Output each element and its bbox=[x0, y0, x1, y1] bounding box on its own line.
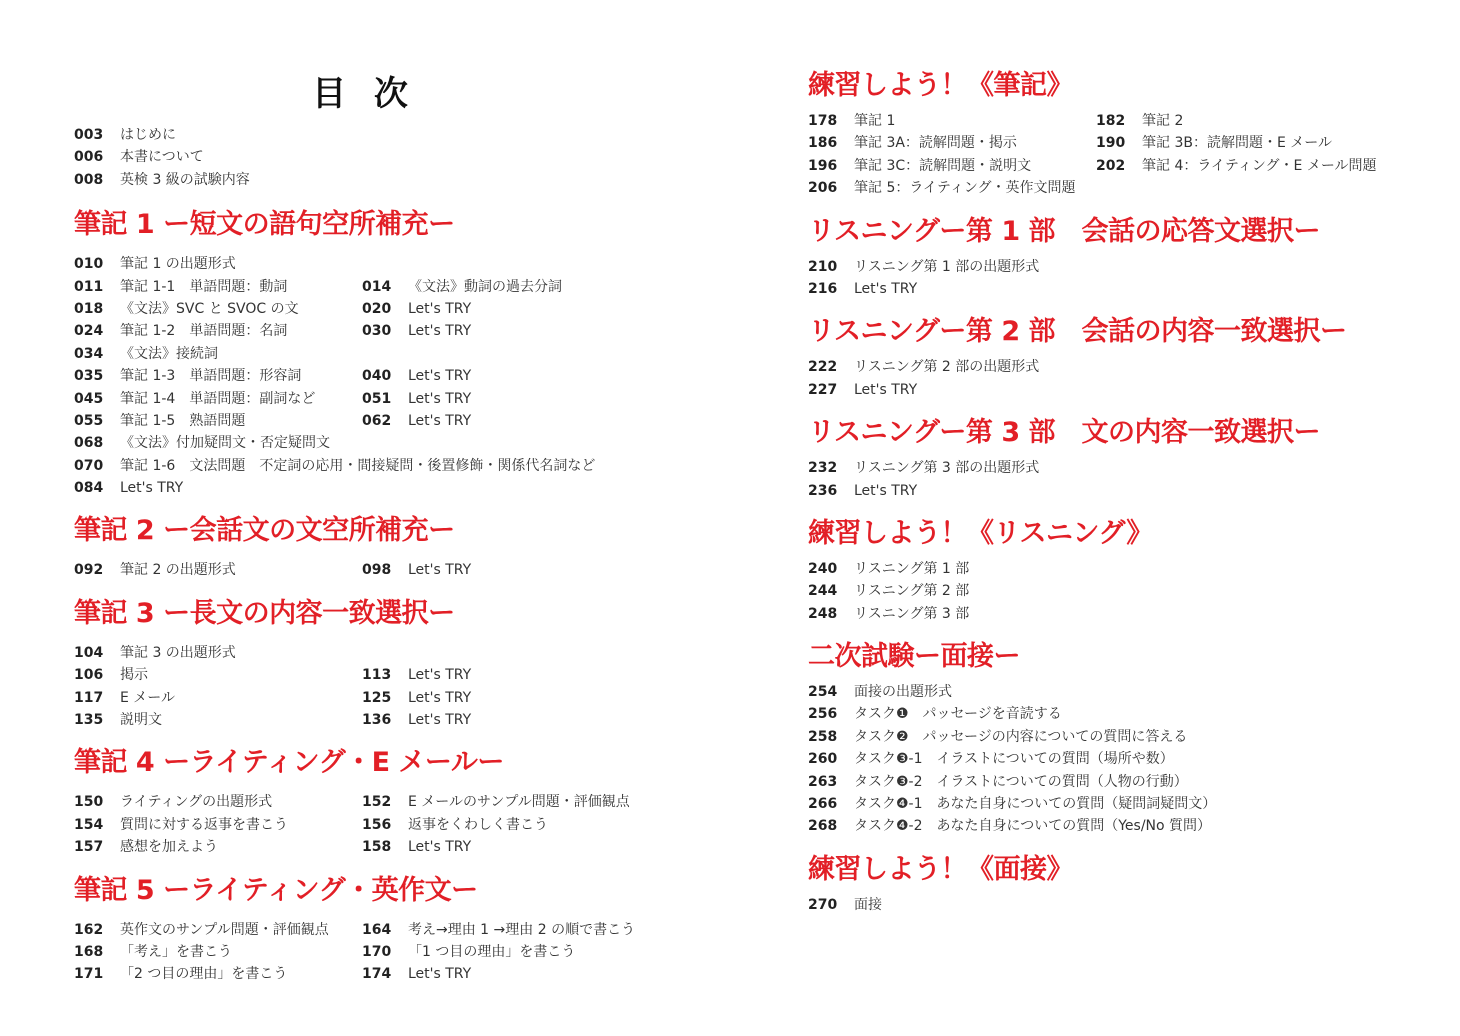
toc-section bbox=[808, 316, 1428, 401]
toc-entry[interactable] bbox=[74, 253, 236, 275]
toc-entry[interactable] bbox=[362, 320, 650, 342]
toc-entry[interactable] bbox=[808, 256, 1039, 278]
toc-entry[interactable] bbox=[74, 146, 204, 168]
page-number: 156 bbox=[362, 816, 392, 833]
toc-row bbox=[74, 664, 714, 686]
toc-entry[interactable] bbox=[362, 919, 650, 941]
toc-section bbox=[74, 209, 714, 499]
toc-entry[interactable] bbox=[74, 709, 362, 731]
page-number: 154 bbox=[74, 816, 104, 833]
toc-row bbox=[74, 432, 714, 454]
entry-title: 筆記 1-6 文法問題 不定詞の応用・間接疑問・後置修飾・関係代名詞など bbox=[120, 457, 596, 474]
page-number: 051 bbox=[362, 390, 392, 407]
entry-title: 筆記 1-5 熟語問題 bbox=[120, 412, 246, 429]
entry-title: 筆記 2 bbox=[1142, 113, 1184, 129]
entry-title: 「2 つ目の理由」を書こう bbox=[120, 966, 288, 983]
page-number: 092 bbox=[74, 562, 104, 579]
toc-row bbox=[808, 726, 1428, 748]
page-number: 196 bbox=[808, 157, 838, 174]
toc-entry[interactable] bbox=[362, 664, 650, 686]
toc-entry[interactable] bbox=[808, 110, 1096, 132]
entry-title: 筆記 1-4 単語問題：副詞など bbox=[120, 390, 316, 407]
toc-entry[interactable] bbox=[362, 709, 650, 731]
toc-row bbox=[808, 132, 1428, 154]
toc-entry[interactable] bbox=[362, 791, 650, 813]
page-number: 263 bbox=[808, 773, 838, 790]
entry-title: Let's TRY bbox=[408, 667, 472, 684]
entry-title: タスク❸-1 イラストについての質問（場所や数） bbox=[854, 751, 1174, 768]
toc-row bbox=[74, 791, 714, 813]
toc-row bbox=[74, 343, 714, 365]
toc-row bbox=[74, 559, 714, 581]
toc-row bbox=[808, 603, 1428, 625]
toc-row bbox=[808, 256, 1428, 278]
toc-entry[interactable] bbox=[362, 276, 650, 298]
toc-entry[interactable] bbox=[362, 388, 650, 410]
page-number: 171 bbox=[74, 966, 104, 983]
toc-entry[interactable] bbox=[74, 814, 362, 836]
left-column bbox=[74, 0, 714, 986]
entry-title: リスニング第 2 部の出題形式 bbox=[854, 359, 1040, 376]
toc-row bbox=[808, 278, 1428, 300]
page-number: 014 bbox=[362, 278, 392, 295]
entry-title: 筆記 3C：読解問題・説明文 bbox=[854, 157, 1032, 174]
toc-row bbox=[808, 681, 1428, 703]
toc-entry[interactable] bbox=[808, 177, 1076, 199]
toc-entry[interactable] bbox=[74, 919, 362, 941]
toc-row bbox=[74, 365, 714, 387]
toc-section bbox=[808, 854, 1428, 916]
toc-row bbox=[74, 836, 714, 858]
toc-entry[interactable] bbox=[74, 559, 362, 581]
entry-title: 筆記 1-1 単語問題：動詞 bbox=[120, 278, 288, 295]
toc-entry[interactable] bbox=[74, 687, 362, 709]
page-number: 186 bbox=[808, 135, 838, 152]
page-number: 222 bbox=[808, 359, 838, 376]
toc-entry[interactable] bbox=[808, 603, 969, 625]
entry-title: 本書について bbox=[120, 149, 204, 166]
page-number: 232 bbox=[808, 460, 838, 477]
page-number: 068 bbox=[74, 435, 104, 452]
toc-row bbox=[74, 410, 714, 432]
entry-title: 英作文のサンプル問題・評価観点 bbox=[120, 921, 329, 938]
page-number: 084 bbox=[74, 480, 104, 497]
page-number: 244 bbox=[808, 583, 838, 600]
section-heading[interactable]: 筆記 2 ー会話文の文空所補充ー bbox=[74, 515, 455, 547]
toc-entry[interactable] bbox=[362, 836, 650, 858]
toc-section bbox=[808, 417, 1428, 502]
entry-title: 面接の出題形式 bbox=[854, 684, 952, 701]
entry-title: Let's TRY bbox=[408, 300, 472, 317]
page-number: 210 bbox=[808, 258, 838, 275]
toc-entry[interactable] bbox=[808, 356, 1039, 378]
page-number: 182 bbox=[1096, 113, 1126, 129]
entry-title: Let's TRY bbox=[854, 482, 918, 499]
page-number: 227 bbox=[808, 381, 838, 398]
page-number: 268 bbox=[808, 818, 838, 835]
entry-title: 筆記 5：ライティング・英作文問題 bbox=[854, 180, 1076, 197]
toc-entry[interactable] bbox=[74, 298, 362, 320]
entry-title: 返事をくわしく書こう bbox=[408, 816, 548, 833]
page-number: 164 bbox=[362, 921, 392, 938]
entry-title: 質問に対する返事を書こう bbox=[120, 816, 288, 833]
toc-entry[interactable] bbox=[808, 155, 1096, 177]
right-sections bbox=[808, 70, 1428, 916]
page-number: 190 bbox=[1096, 135, 1126, 152]
toc-row bbox=[74, 455, 714, 477]
section-heading[interactable]: 筆記 3 ー長文の内容一致選択ー bbox=[74, 597, 455, 629]
toc-entry[interactable] bbox=[74, 836, 362, 858]
toc-entry[interactable] bbox=[74, 432, 330, 454]
toc-row bbox=[74, 941, 714, 963]
entry-title: 面接 bbox=[854, 896, 882, 913]
section-heading[interactable]: リスニングー第 2 部 会話の内容一致選択ー bbox=[808, 316, 1347, 348]
toc-entry[interactable] bbox=[74, 124, 176, 146]
page-number: 008 bbox=[74, 171, 104, 188]
toc-entry[interactable] bbox=[808, 771, 1188, 793]
toc-entry[interactable] bbox=[808, 815, 1211, 837]
entry-title: リスニング第 3 部の出題形式 bbox=[854, 460, 1040, 477]
entry-title: 英検 3 級の試験内容 bbox=[120, 171, 250, 188]
toc-row bbox=[74, 919, 714, 941]
toc-entry[interactable] bbox=[74, 169, 250, 191]
section-heading[interactable]: リスニングー第 3 部 文の内容一致選択ー bbox=[808, 417, 1321, 449]
entry-title: 筆記 1-3 単語問題：形容詞 bbox=[120, 368, 302, 385]
entry-title: 《文法》動詞の過去分詞 bbox=[408, 278, 562, 295]
toc-entry[interactable] bbox=[1096, 132, 1384, 154]
section-heading[interactable]: 二次試験ー面接ー bbox=[808, 641, 1020, 673]
page-number: 150 bbox=[74, 794, 104, 811]
toc-row bbox=[74, 709, 714, 731]
entry-title: 筆記 2 の出題形式 bbox=[120, 562, 236, 579]
toc-entry[interactable] bbox=[362, 365, 650, 387]
entry-title: はじめに bbox=[120, 127, 176, 143]
page-number: 236 bbox=[808, 482, 838, 499]
page-number: 256 bbox=[808, 706, 838, 723]
toc-row bbox=[74, 320, 714, 342]
toc-row bbox=[74, 124, 714, 146]
page-number: 117 bbox=[74, 689, 104, 706]
right-column bbox=[808, 70, 1428, 916]
entry-title: リスニング第 1 部 bbox=[854, 560, 970, 577]
section-heading[interactable]: リスニングー第 1 部 会話の応答文選択ー bbox=[808, 215, 1321, 247]
page-number: 260 bbox=[808, 751, 838, 768]
toc-row bbox=[808, 815, 1428, 837]
toc-row bbox=[808, 155, 1428, 177]
entry-title: リスニング第 3 部 bbox=[854, 605, 970, 622]
toc-row bbox=[808, 177, 1428, 199]
toc-entry[interactable] bbox=[808, 748, 1174, 770]
page-number: 266 bbox=[808, 796, 838, 813]
toc-row bbox=[808, 748, 1428, 770]
section-heading[interactable]: 筆記 4 ーライティング・E メールー bbox=[74, 747, 504, 779]
entry-title: 感想を加えよう bbox=[120, 839, 218, 856]
left-sections bbox=[74, 209, 714, 986]
page-number: 240 bbox=[808, 560, 838, 577]
toc-row bbox=[74, 687, 714, 709]
toc-entry[interactable] bbox=[808, 894, 882, 916]
toc-row bbox=[808, 580, 1428, 602]
toc-entry[interactable] bbox=[362, 963, 650, 985]
toc-row bbox=[74, 814, 714, 836]
toc-row bbox=[808, 356, 1428, 378]
toc-entry[interactable] bbox=[808, 703, 1062, 725]
entry-title: リスニング第 1 部の出題形式 bbox=[854, 258, 1040, 275]
entry-title: Let's TRY bbox=[408, 689, 472, 706]
toc-entry[interactable] bbox=[74, 664, 362, 686]
page-number: 113 bbox=[362, 667, 392, 684]
entry-title: Let's TRY bbox=[854, 381, 918, 398]
entry-title: Let's TRY bbox=[408, 839, 472, 856]
toc-entry[interactable] bbox=[1096, 155, 1384, 177]
entry-title: 説明文 bbox=[120, 712, 162, 729]
entry-title: 筆記 1 bbox=[854, 113, 896, 129]
page-number: 270 bbox=[808, 896, 838, 913]
toc-entry[interactable] bbox=[362, 559, 650, 581]
toc-entry[interactable] bbox=[74, 320, 362, 342]
toc-entry[interactable] bbox=[74, 455, 595, 477]
intro-list bbox=[74, 124, 714, 191]
toc-row bbox=[74, 169, 714, 191]
page-number: 062 bbox=[362, 412, 392, 429]
page-number: 254 bbox=[808, 684, 838, 701]
toc-row bbox=[74, 298, 714, 320]
toc-entry[interactable] bbox=[362, 814, 650, 836]
entry-title: 筆記 3A：読解問題・掲示 bbox=[854, 135, 1017, 152]
page-number: 248 bbox=[808, 605, 838, 622]
entry-title: Let's TRY bbox=[854, 280, 918, 297]
entry-title: Let's TRY bbox=[120, 480, 184, 497]
entry-title: 筆記 3B：読解問題・E メール bbox=[1142, 135, 1332, 152]
page-number: 258 bbox=[808, 728, 838, 745]
toc-entry[interactable] bbox=[808, 793, 1216, 815]
toc-entry[interactable] bbox=[362, 941, 650, 963]
entry-title: Let's TRY bbox=[408, 712, 472, 729]
entry-title: 筆記 4：ライティング・E メール問題 bbox=[1142, 157, 1377, 174]
entry-title: 《文法》接続詞 bbox=[120, 345, 218, 362]
toc-section bbox=[74, 515, 714, 581]
page-number: 006 bbox=[74, 149, 104, 166]
entry-title: 筆記 1 の出題形式 bbox=[120, 256, 236, 273]
page-number: 003 bbox=[74, 127, 104, 143]
section-heading[interactable]: 練習しよう！《筆記》 bbox=[808, 70, 1073, 101]
toc-row bbox=[74, 477, 714, 499]
toc-section bbox=[808, 70, 1428, 200]
toc-section bbox=[74, 875, 714, 986]
page-number: 055 bbox=[74, 412, 104, 429]
page-number: 030 bbox=[362, 323, 392, 340]
toc-section bbox=[808, 518, 1428, 625]
entry-title: 筆記 1-2 単語問題：名詞 bbox=[120, 323, 288, 340]
page-number: 070 bbox=[74, 457, 104, 474]
toc-entry[interactable] bbox=[808, 558, 969, 580]
page-number: 202 bbox=[1096, 157, 1126, 174]
entry-title: 掲示 bbox=[120, 667, 148, 684]
toc-entry[interactable] bbox=[808, 580, 969, 602]
page-number: 018 bbox=[74, 300, 104, 317]
toc-entry[interactable] bbox=[74, 343, 218, 365]
page-number: 125 bbox=[362, 689, 392, 706]
toc-row bbox=[74, 253, 714, 275]
entry-title: ライティングの出題形式 bbox=[120, 794, 273, 811]
page-number: 098 bbox=[362, 562, 392, 579]
entry-title: リスニング第 2 部 bbox=[854, 583, 970, 600]
page-number: 035 bbox=[74, 368, 104, 385]
toc-entry[interactable] bbox=[74, 410, 362, 432]
page-number: 168 bbox=[74, 943, 104, 960]
page-number: 020 bbox=[362, 300, 392, 317]
page-number: 206 bbox=[808, 180, 838, 197]
toc-section bbox=[808, 216, 1428, 301]
page-number: 011 bbox=[74, 278, 104, 295]
entry-title: タスク❹-2 あなた自身についての質問（Yes/No 質問） bbox=[854, 818, 1212, 835]
toc-row bbox=[808, 894, 1428, 916]
toc-entry[interactable] bbox=[808, 132, 1096, 154]
toc-row bbox=[808, 771, 1428, 793]
section-heading[interactable]: 練習しよう！《面接》 bbox=[808, 853, 1073, 885]
toc-entry[interactable] bbox=[74, 388, 362, 410]
entry-title: 「考え」を書こう bbox=[120, 943, 232, 960]
toc-row bbox=[74, 276, 714, 298]
entry-title: E メール bbox=[120, 689, 176, 706]
toc-entry[interactable] bbox=[74, 941, 362, 963]
toc-section bbox=[808, 641, 1428, 838]
entry-title: E メールのサンプル問題・評価観点 bbox=[408, 794, 630, 811]
toc-entry[interactable] bbox=[362, 298, 650, 320]
entry-title: 筆記 3 の出題形式 bbox=[120, 644, 236, 661]
toc-row bbox=[808, 379, 1428, 401]
toc-entry[interactable] bbox=[808, 681, 952, 703]
section-heading[interactable]: 筆記 1 ー短文の語句空所補充ー bbox=[74, 209, 455, 241]
entry-title: 《文法》付加疑問文・否定疑問文 bbox=[120, 435, 330, 452]
entry-title: 考え→理由 1 →理由 2 の順で書こう bbox=[408, 921, 636, 938]
entry-title: タスク❸-2 イラストについての質問（人物の行動） bbox=[854, 773, 1188, 790]
page-number: 170 bbox=[362, 943, 392, 960]
toc-section bbox=[74, 598, 714, 732]
toc-entry[interactable] bbox=[74, 477, 183, 499]
toc-entry[interactable] bbox=[1096, 110, 1384, 132]
entry-title: Let's TRY bbox=[408, 562, 472, 579]
toc-row bbox=[74, 146, 714, 168]
entry-title: 《文法》SVC と SVOC の文 bbox=[120, 300, 299, 317]
toc-entry[interactable] bbox=[74, 791, 362, 813]
entry-title: Let's TRY bbox=[408, 966, 472, 983]
entry-title: Let's TRY bbox=[408, 368, 472, 385]
toc-entry[interactable] bbox=[362, 410, 650, 432]
page-number: 024 bbox=[74, 323, 104, 340]
toc-entry[interactable] bbox=[808, 278, 917, 300]
page-number: 157 bbox=[74, 839, 104, 856]
page-number: 104 bbox=[74, 644, 104, 661]
page-number: 216 bbox=[808, 280, 838, 297]
entry-title: Let's TRY bbox=[408, 412, 472, 429]
page-number: 174 bbox=[362, 966, 392, 983]
page-number: 034 bbox=[74, 345, 104, 362]
toc-entry[interactable] bbox=[808, 457, 1039, 479]
toc-entry[interactable] bbox=[74, 642, 236, 664]
entry-title: タスク❶ パッセージを音読する bbox=[854, 706, 1062, 723]
toc-entry[interactable] bbox=[808, 379, 917, 401]
entry-title: Let's TRY bbox=[408, 323, 472, 340]
page-title: 目 次 bbox=[312, 74, 416, 114]
toc-row bbox=[808, 480, 1428, 502]
toc-row bbox=[808, 110, 1428, 132]
page-number: 162 bbox=[74, 921, 104, 938]
toc-row bbox=[74, 963, 714, 985]
entry-title: タスク❷ パッセージの内容についての質問に答える bbox=[854, 728, 1188, 745]
toc-row bbox=[808, 703, 1428, 725]
toc-section bbox=[74, 747, 714, 858]
toc-row bbox=[808, 558, 1428, 580]
page-number: 178 bbox=[808, 113, 838, 129]
toc-entry[interactable] bbox=[808, 480, 917, 502]
toc-row bbox=[74, 388, 714, 410]
page-number: 010 bbox=[74, 256, 104, 273]
toc-row bbox=[74, 642, 714, 664]
section-heading[interactable]: 練習しよう！《リスニング》 bbox=[808, 517, 1153, 549]
section-heading[interactable]: 筆記 5 ーライティング・英作文ー bbox=[74, 874, 478, 906]
toc-entry[interactable] bbox=[808, 726, 1187, 748]
toc-entry[interactable] bbox=[74, 365, 362, 387]
page-number: 106 bbox=[74, 667, 104, 684]
page-number: 158 bbox=[362, 839, 392, 856]
toc-row bbox=[808, 457, 1428, 479]
toc-entry[interactable] bbox=[74, 276, 362, 298]
page-number: 135 bbox=[74, 712, 104, 729]
page-number: 040 bbox=[362, 368, 392, 385]
toc-entry[interactable] bbox=[74, 963, 362, 985]
entry-title: タスク❹-1 あなた自身についての質問（疑問詞疑問文） bbox=[854, 796, 1217, 813]
page-number: 152 bbox=[362, 794, 392, 811]
toc-row bbox=[808, 793, 1428, 815]
page-number: 045 bbox=[74, 390, 104, 407]
entry-title: Let's TRY bbox=[408, 390, 472, 407]
page-number: 136 bbox=[362, 712, 392, 729]
toc-entry[interactable] bbox=[362, 687, 650, 709]
entry-title: 「1 つ目の理由」を書こう bbox=[408, 943, 576, 960]
